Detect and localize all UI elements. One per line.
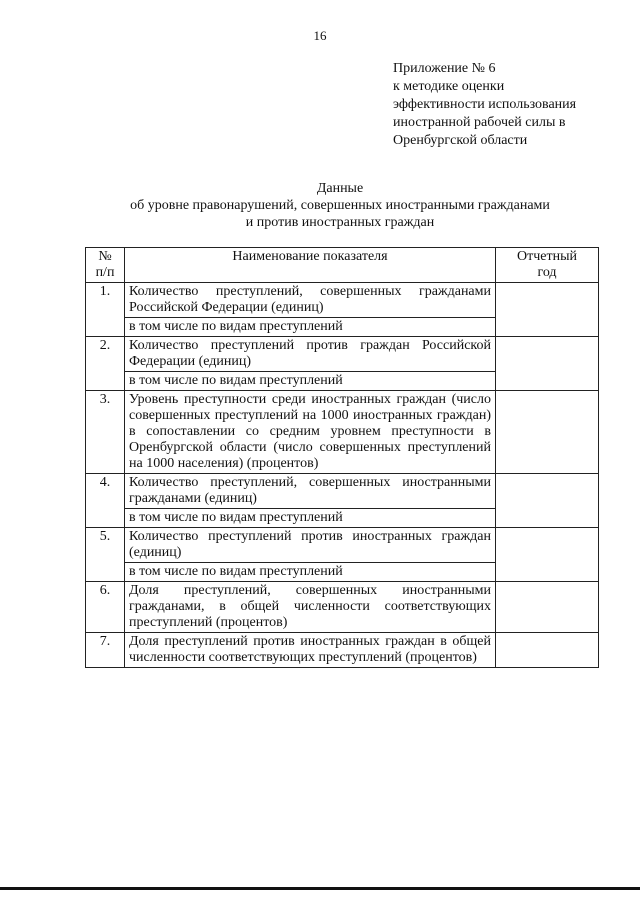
table-row [86,528,599,563]
row-number: 4. [86,474,125,528]
table-row [86,391,599,474]
table-row [86,283,599,318]
bottom-rule [0,887,640,890]
appendix-line: Приложение № 6 [393,61,496,76]
appendix-line: иностранной рабочей силы в [393,115,566,130]
title-line: об уровне правонарушений, совершенных иностранными гражданами [130,198,550,213]
header-number-line2: п/п [95,265,115,280]
header-reporting-year [496,248,599,283]
indicator-name: Уровень преступности среди иностранных граждан (число совершенных преступлений на 1000 иностранных граждан) в сопоставлении со средним уровнем преступности в Оренбургской области (число совершенных преступлений на 1000 населения) (процентов) [125,391,496,474]
header-year-line1: Отчетный [517,249,577,264]
header-indicator-name: Наименование показателя [125,248,496,283]
header-number-line1: № [98,249,112,264]
indicator-subtitle: в том числе по видам преступлений [125,563,496,582]
table-row [86,474,599,509]
header-year-line2: год [537,265,557,280]
page-number: 16 [313,28,327,43]
indicators-table [85,247,599,668]
row-number: 7. [86,633,125,668]
appendix-note [393,60,633,150]
indicator-name: Количество преступлений, совершенных иностранными гражданами (единиц) [125,474,496,509]
row-number: 1. [86,283,125,337]
indicator-name: Доля преступлений, совершенных иностранными гражданами, в общей численности соответствующих преступлений (процентов) [125,582,496,633]
indicator-subtitle: в том числе по видам преступлений [125,509,496,528]
table-row [86,582,599,633]
indicator-name: Доля преступлений против иностранных граждан в общей численности соответствующих преступлений (процентов) [125,633,496,668]
row-number: 2. [86,337,125,391]
indicator-name: Количество преступлений против иностранных граждан (единиц) [125,528,496,563]
table-row [86,633,599,668]
table-row [86,337,599,372]
row-number: 3. [86,391,125,474]
indicator-name: Количество преступлений, совершенных гражданами Российской Федерации (единиц) [125,283,496,318]
appendix-line: Оренбургской области [393,133,528,148]
indicator-subtitle: в том числе по видам преступлений [125,318,496,337]
reporting-year-value [496,582,599,633]
reporting-year-value [496,528,599,582]
document-title [60,180,620,231]
indicator-subtitle: в том числе по видам преступлений [125,372,496,391]
reporting-year-value [496,337,599,391]
table-body [86,283,599,668]
title-line: Данные [316,181,364,196]
indicator-name: Количество преступлений против граждан Российской Федерации (единиц) [125,337,496,372]
reporting-year-value [496,633,599,668]
row-number: 5. [86,528,125,582]
reporting-year-value [496,283,599,337]
reporting-year-value [496,391,599,474]
reporting-year-value [496,474,599,528]
title-line: и против иностранных граждан [245,215,435,230]
row-number: 6. [86,582,125,633]
table-header-row [86,248,599,283]
header-number [86,248,125,283]
appendix-line: эффективности использования [393,97,577,112]
appendix-line: к методике оценки [393,79,505,94]
